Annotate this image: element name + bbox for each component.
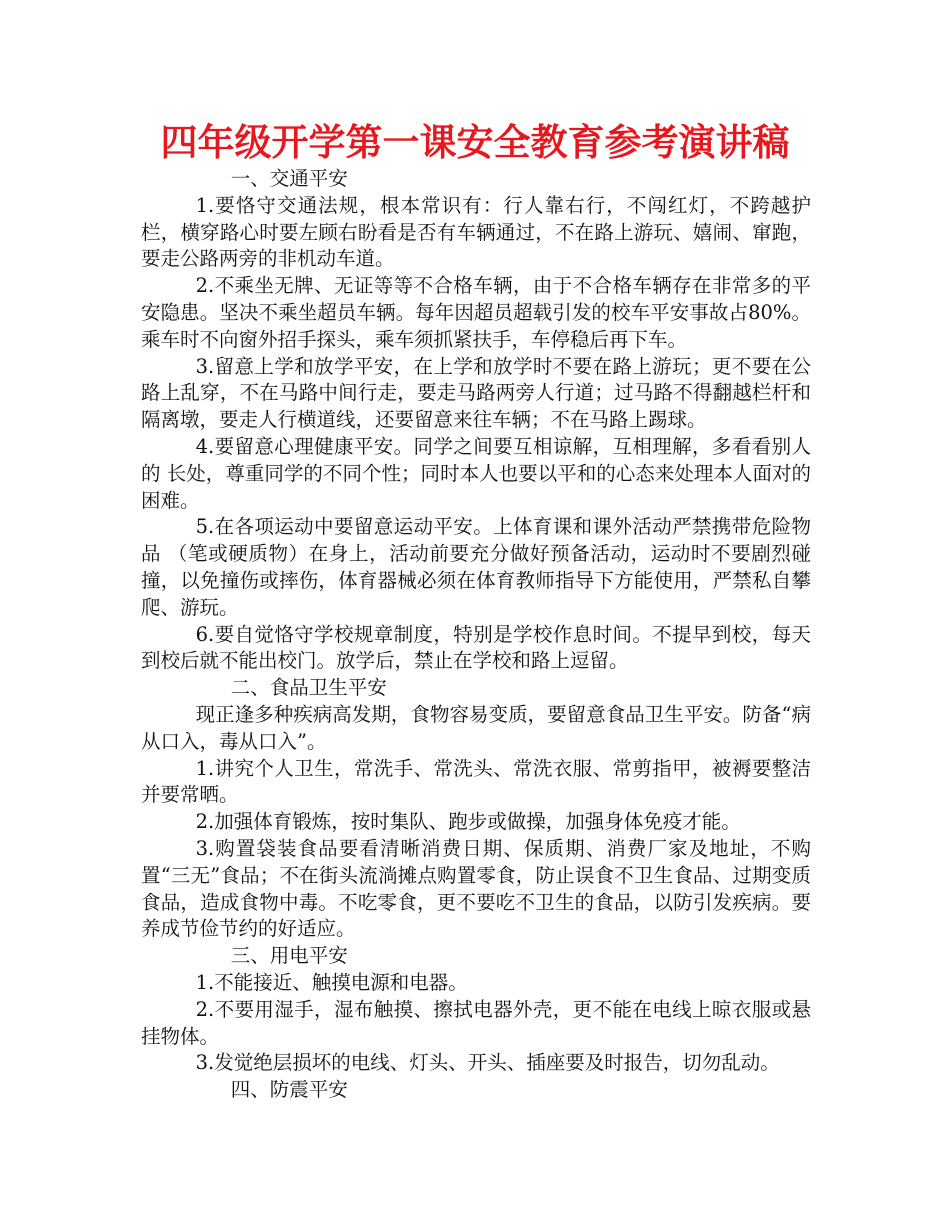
- paragraph: 5.在各项运动中要留意运动平安。上体育课和课外活动严禁携带危险物品 （笔或硬质物）在身上，活动前要充分做好预备活动，运动时不要剧烈碰撞，以免撞伤或摔伤，体育器械必须在体育教师指导下方能使用，严禁私自攀爬、游玩。: [141, 515, 811, 619]
- paragraph: 2.不乘坐无牌、无证等等不合格车辆，由于不合格车辆存在非常多的平安隐患。坚决不乘坐超员车辆。每年因超员超载引发的校车平安事故占80%。乘车时不向窗外招手探头，乘车须抓紧扶手，车停稳后再下车。: [141, 274, 811, 351]
- section-heading: 四、防震平安: [230, 1078, 348, 1102]
- paragraph: 6.要自觉恪守学校规章制度，特别是学校作息时间。不提早到校，每天到校后就不能出校门。放学后，禁止在学校和路上逗留。: [141, 622, 811, 673]
- paragraph: 2.加强体育锻炼，按时集队、跑步或做操，加强身体免疫才能。: [195, 810, 741, 834]
- paragraph: 现正逢多种疾病高发期，食物容易变质，要留意食品卫生平安。防备“病从口入，毒从口入”。: [141, 702, 811, 753]
- paragraph: 1.讲究个人卫生，常洗手、常洗头、常洗衣服、常剪指甲，被褥要整洁并要常晒。: [141, 756, 811, 807]
- paragraph: 3.留意上学和放学平安，在上学和放学时不要在路上游玩；更不要在公路上乱穿，不在马路中间行走，要走马路两旁人行道；过马路不得翻越栏杆和隔离墩，要走人行横道线，还要留意来往车辆；不在马路上踢球。: [141, 354, 811, 432]
- document-body: [141, 166, 811, 1104]
- document-title: 四年级开学第一课安全教育参考演讲稿: [160, 121, 790, 164]
- paragraph: 1.要恪守交通法规，根本常识有：行人靠右行，不闯红灯，不跨越护栏，横穿路心时要左顾右盼看是否有车辆通过，不在路上游玩、嬉闹、窜跑，要走公路两旁的非机动车道。: [141, 193, 811, 271]
- section-heading: 一、交通平安: [230, 167, 348, 190]
- section-heading: 二、食品卫生平安: [230, 676, 387, 700]
- section-heading: 三、用电平安: [230, 944, 348, 968]
- paragraph: 2.不要用湿手，湿布触摸、擦拭电器外壳，更不能在电线上晾衣服或悬挂物体。: [141, 997, 811, 1048]
- paragraph: 3.购置袋装食品要看清晰消费日期、保质期、消费厂家及地址，不购置“三无”食品；不在街头流淌摊点购置零食，防止误食不卫生食品、过期变质食品，造成食物中毒。不吃零食，更不要吃不卫生的食品，以防引发疾病。要养成节俭节约的好适应。: [141, 836, 811, 941]
- paragraph: 3.发觉绝层损坏的电线、灯头、开头、插座要及时报告，切勿乱动。: [195, 1051, 780, 1075]
- paragraph: 4.要留意心理健康平安。同学之间要互相谅解，互相理解，多看看别人的 长处，尊重同学的不同个性；同时本人也要以平和的心态来处理本人面对的困难。: [141, 434, 811, 512]
- paragraph: 1.不能接近、触摸电源和电器。: [195, 970, 468, 994]
